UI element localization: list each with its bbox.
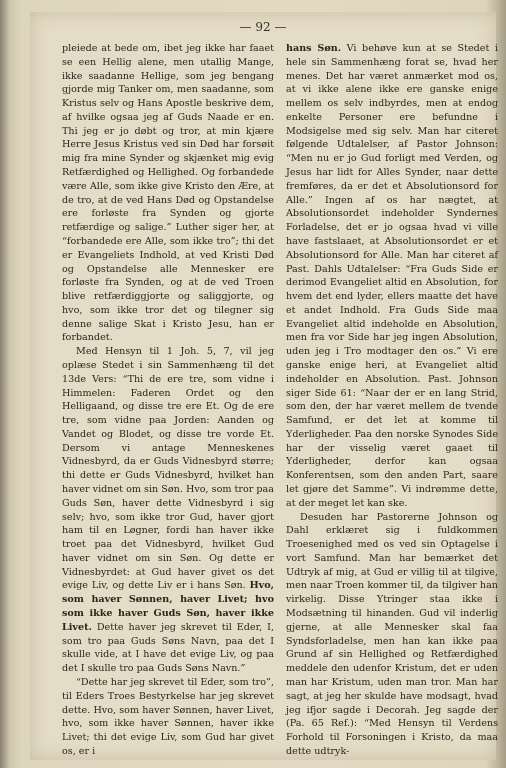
right-paragraph-2: Desuden har Pastorerne Johnson og Dahl erklæret sig i fuldkommen Troesenighed med os ved sin Optagelse i vort Samfund. Man har bemærket det Udtryk af mig, at Gud er villig til at tilgive, men naar Troen kommer til, da tilgiver han virkelig. Disse Ytringer staa ikke i Modsætning til hinanden. Gud vil inderlig gjerne, at alle Mennesker skal faa Syndsforladelse, men han kan ikke paa Grund af sin Hellighed og Retfærdighed meddele den udenfor Kristum, det er uden man har Kristum, uden man tror. Man har sagt, at jeg her skulde have modsagt, hvad jeg ifjor sagde i Decorah. Jeg sagde der (Pa. 65 Ref.): “Med Hensyn til Verdens Forhold til Forsoningen i Kristo, da maa dette udtryk- [286, 511, 498, 757]
right-paragraph-1: Vi behøve kun at se Stedet i hele sin Sammenhæng forat se, hvad her menes. Det har været anmærket mod os, at vi ikke alene ikke ere ganske enige mellem os selv indbyrdes, men at endog enkelte Personer ere befundne i Modsigelse med sig selv. Man har citeret følgende Udtalelser, af Pastor Johnson: “Men nu er jo Gud forligt med Verden, og Jesus har lidt for Alles Synder, naar dette fremføres, da er det et Absolutionsord for Alle.” Ingen af os har nægtet, at Absolutionsordet indeholder Syndernes Forladelse, det er jo ogsaa hvad vi ville have fastslaaet, at Absolutionsordet er et Absolutionsord for Alle. Man har citeret af Past. Dahls Udtalelser: “Fra Guds Side er derimod Evangeliet altid en Absolution, for hvem det end lyder, ellers maatte det have et andet Indhold. Fra Guds Side maa Evangeliet altid indeholde en Absolution, men fra vor Side har jeg ingen Absolution, uden jeg i Tro modtager den os.” Vi ere ganske enige heri, at Evangeliet altid indeholder en Absolution. Past. Johnson siger Side 61: “Naar der er en lang Strid, som den, der har været mellem de tvende Samfund, er det let at komme til Yderligheder. Paa den norske Synodes Side har der visselig været gaaet til Yderligheder, derfor kan ogsaa Konferentsen, som den anden Part, saare let gjøre det Samme”. Vi indrømme dette, at der meget let kan ske. [286, 43, 498, 509]
left-column [62, 42, 274, 759]
left-paragraph-4: “Dette har jeg skrevet til Eder, som tro”, til Eders Troes Bestyrkelse har jeg skrevet dette. Hvo, som haver Sønnen, haver Livet, hvo, som ikke haver Sønnen, haver ikke Livet; thi det evige Liv, som Gud har givet os, er i [62, 676, 274, 757]
right-column [286, 42, 498, 759]
left-paragraph-3: Dette haver jeg skrevet til Eder, I, som tro paa Guds Søns Navn, paa det I skulle vide, at I have det evige Liv, og paa det I skulle tro paa Guds Søns Navn.” [62, 621, 274, 675]
left-paragraph-2: Med Hensyn til 1 Joh. 5, 7, vil jeg oplæse Stedet i sin Sammenhæng til det 13de Vers: “Thi de ere tre, som vidne i Himmelen: Faderen Ordet og den Helligaand, og disse tre ere Et. Og de ere tre, som vidne paa Jorden: Aanden og Vandet og Blodet, og disse tre vorde Et. Dersom vi antage Menneskenes Vidnesbyrd, da er Guds Vidnesbyrd større; thi dette er Guds Vidnesbyrd, hvilket han haver vidnet om sin Søn. Hvo, som tror paa Guds Søn, haver dette Vidnesbyrd i sig selv; hvo, som ikke tror Gud, haver gjort ham til en Løgner, fordi han haver ikke troet paa det Vidnesbyrd, hvilket Gud haver vidnet om sin Søn. Og dette er Vidnesbyrdet: at Gud haver givet os det evige Liv, og dette Liv er i hans Søn. [62, 346, 274, 592]
left-bold-passage: Hvo, som haver Sønnen, haver Livet; hvo som ikke haver Guds Søn, haver ikke Livet. [62, 580, 274, 633]
page-number: — 92 — [239, 20, 287, 34]
right-bold-start: hans Søn. [286, 43, 342, 54]
book-page [30, 12, 496, 760]
left-paragraph-1: pleiede at bede om, ibet jeg ikke har faaet se een Hellig alene, men utallig Mange, ikke saadanne Hellige, som jeg bengang gjorde mig Tanker om, men saadanne, som Kristus selv og Hans Apostle beskrive dem, af hvilke ogsaa jeg af Guds Naade er en. Thi jeg er jo døbt og tror, at min kjære Herre Jesus Kristus ved sin Død har forsøit mig fra mine Synder og skjænket mig evig Retfærdighed og Hellighed. Og forbandede være Alle, som ikke give Kristo den Ære, at de tro, at de ved Hans Død og Opstandelse ere forløste fra Synden og gjorte retfærdige og salige.” Luther siger her, at “forbandede ere Alle, som ikke tro”; thi det er Evangeliets Indhold, at ved Kristi Død og Opstandelse alle Mennesker ere forløste fra Synden, og at de ved Troen blive retfærdiggjorte og saliggjorte, og hvo, som ikke tror det og tilegner sig denne salige Skat i Kristo Jesu, han er forbandet. [62, 43, 274, 344]
